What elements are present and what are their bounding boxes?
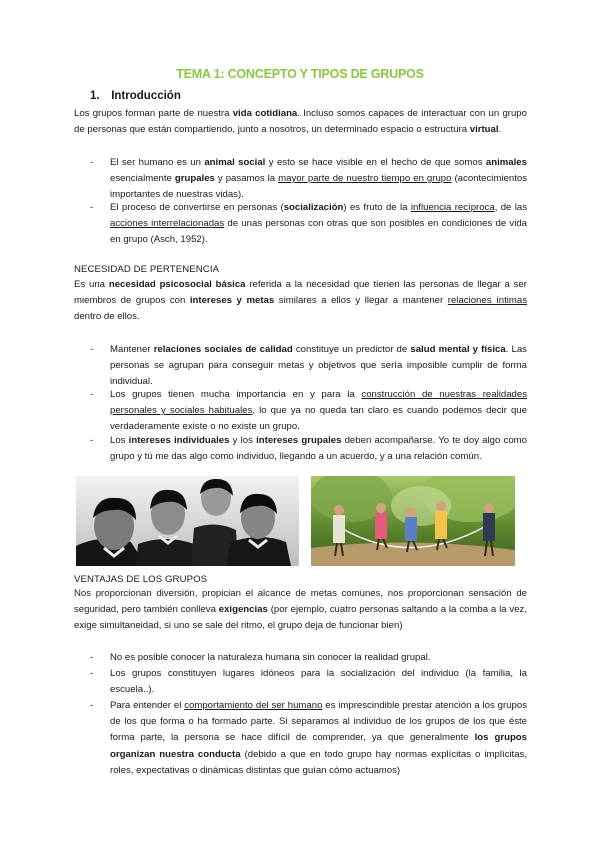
pertenencia-paragraph — [74, 277, 527, 326]
list-item-text — [110, 650, 527, 666]
underlined-run: comportamiento del ser humano — [184, 700, 323, 711]
bold-run: relaciones sociales de calidad — [153, 344, 293, 355]
text-run: Nos proporcionan diversión, propician el alcance de metas comunes, nos proporcionan sensación de seguridad, pero también conlleva — [74, 588, 527, 616]
list-dash: - — [90, 668, 94, 679]
bold-run: salud mental y física — [410, 344, 506, 355]
ventajas-paragraph — [74, 586, 527, 635]
list-item-text — [110, 342, 527, 391]
text-run: Para entender el — [110, 700, 185, 711]
text-run: y pasamos la — [214, 173, 279, 185]
list-dash: - — [90, 157, 94, 168]
bold-run: los grupos organizan nuestra conducta — [110, 732, 527, 760]
bold-run: intereses grupales — [256, 435, 342, 446]
underlined-run: mayor parte de nuestro tiempo en grupo — [278, 173, 452, 185]
text-run: constituye un predictor de — [292, 344, 411, 355]
text-run: Los grupos constituyen lugares idóneos para la socialización del individuo (la familia, la escuela..). — [110, 668, 527, 696]
text-run: Mantener — [110, 344, 154, 355]
text-run: . Las personas se agrupan para conseguir metas y objetivos que sería imposible cumplir de forma individual. — [110, 344, 527, 388]
underlined-run: acciones interrelacionadas — [110, 218, 225, 230]
list-item-text — [110, 155, 527, 204]
bold-run: grupales — [174, 173, 215, 185]
text-run: (por ejemplo, cuatro personas saltando a la comba a la vez, exige simultaneidad, si uno se sale del ritmo, el grupo deja de funcionar bien) — [74, 604, 527, 632]
text-run: y los — [229, 435, 257, 446]
list-item-text — [110, 433, 527, 465]
text-run: Los grupos forman parte de nuestra — [74, 108, 233, 119]
list-item-text — [110, 387, 527, 436]
bold-run: exigencias — [218, 604, 268, 616]
text-run: referida a la necesidad que tienen las personas de llegar a ser miembros de grupos con — [74, 279, 527, 307]
list-dash: - — [90, 389, 94, 400]
text-run: dentro de ellos. — [74, 311, 140, 323]
list-item-text — [110, 666, 527, 698]
text-run: . Incluso somos capaces de interactuar con un grupo de personas que están compartiendo, junto a nosotros, un determinado espacio o estructura — [74, 108, 527, 136]
list-item-text — [110, 698, 527, 779]
group-photo-bw-graphic — [76, 476, 299, 566]
group-photo-jump-rope — [311, 476, 515, 566]
bold-run: intereses individuales — [128, 435, 230, 446]
text-run: deben acompañarse. Yo te doy algo como grupo y tú me das algo como individuo, llegando a un acuerdo, y a una relación común. — [110, 435, 527, 463]
text-run: . — [498, 124, 502, 136]
document-title: TEMA 1: CONCEPTO Y TIPOS DE GRUPOS — [176, 67, 424, 81]
section-heading-introduccion — [90, 90, 181, 102]
text-run: (debido a que en todo grupo hay normas explícitas o implícitas, roles, expectativas o dinámicas distintas que guían cómo actuamos) — [110, 748, 528, 776]
text-run: El ser humano es un — [110, 157, 205, 168]
text-run: , de las — [494, 202, 527, 213]
section-heading-ventajas: VENTAJAS DE LOS GRUPOS — [74, 574, 208, 585]
text-run: , lo que ya no queda tan claro es cuando podemos decir que verdaderamente existe o no existe un grupo. — [110, 405, 527, 433]
section-heading-pertenencia: NECESIDAD DE PERTENENCIA — [74, 264, 220, 275]
list-dash: - — [90, 700, 94, 711]
bold-run: virtual — [469, 124, 499, 136]
text-run: similares a ellos y llegar a mantener — [274, 295, 448, 307]
text-run: (acontecimientos importantes de nuestras vidas). — [110, 173, 528, 201]
text-run: Los — [110, 435, 129, 446]
underlined-run: relaciones íntimas — [447, 295, 527, 307]
text-run: ) es fruto de la — [343, 202, 411, 213]
group-photo-bw — [76, 476, 299, 566]
bold-run: necesidad psicosocial básica — [108, 279, 246, 290]
list-dash: - — [90, 435, 94, 446]
group-photo-jump-rope-graphic — [311, 476, 515, 566]
list-item-text — [110, 200, 527, 249]
bold-run: vida cotidiana — [232, 108, 298, 119]
text-run: de unas personas con otras que son posibles en condiciones de vida en grupo (Asch, 1952). — [110, 218, 527, 246]
text-run: esencialmente — [110, 173, 175, 185]
text-run: El proceso de convertirse en personas ( — [110, 202, 284, 213]
list-dash: - — [90, 344, 94, 355]
bold-run: intereses y metas — [189, 295, 275, 307]
text-run: No es posible conocer la naturaleza humana sin conocer la realidad grupal. — [110, 652, 431, 663]
text-run: y esto se hace visible en el hecho de que somos — [265, 157, 486, 168]
text-run: Es una — [74, 279, 109, 290]
list-dash: - — [90, 652, 94, 663]
intro-paragraph — [74, 106, 527, 138]
underlined-run: construcción de nuestras realidades personales y sociales habituales — [110, 389, 527, 417]
underlined-run: influencia recíproca — [410, 202, 495, 213]
text-run: es imprescindible prestar atención a los grupos de los que forma o ha formado parte. Si separamos al individuo de los grupos de los que éste forma parte, la persona se hace difícil de comprender, ya que generalmente — [110, 700, 527, 744]
text-run: Los grupos tienen mucha importancia en y para la — [110, 389, 362, 400]
section-number: 1. — [90, 90, 100, 102]
bold-run: socialización — [283, 202, 344, 213]
section-heading-text: Introducción — [111, 90, 181, 102]
bold-run: animales — [485, 157, 527, 168]
bold-run: animal social — [204, 157, 266, 168]
list-dash: - — [90, 202, 94, 213]
